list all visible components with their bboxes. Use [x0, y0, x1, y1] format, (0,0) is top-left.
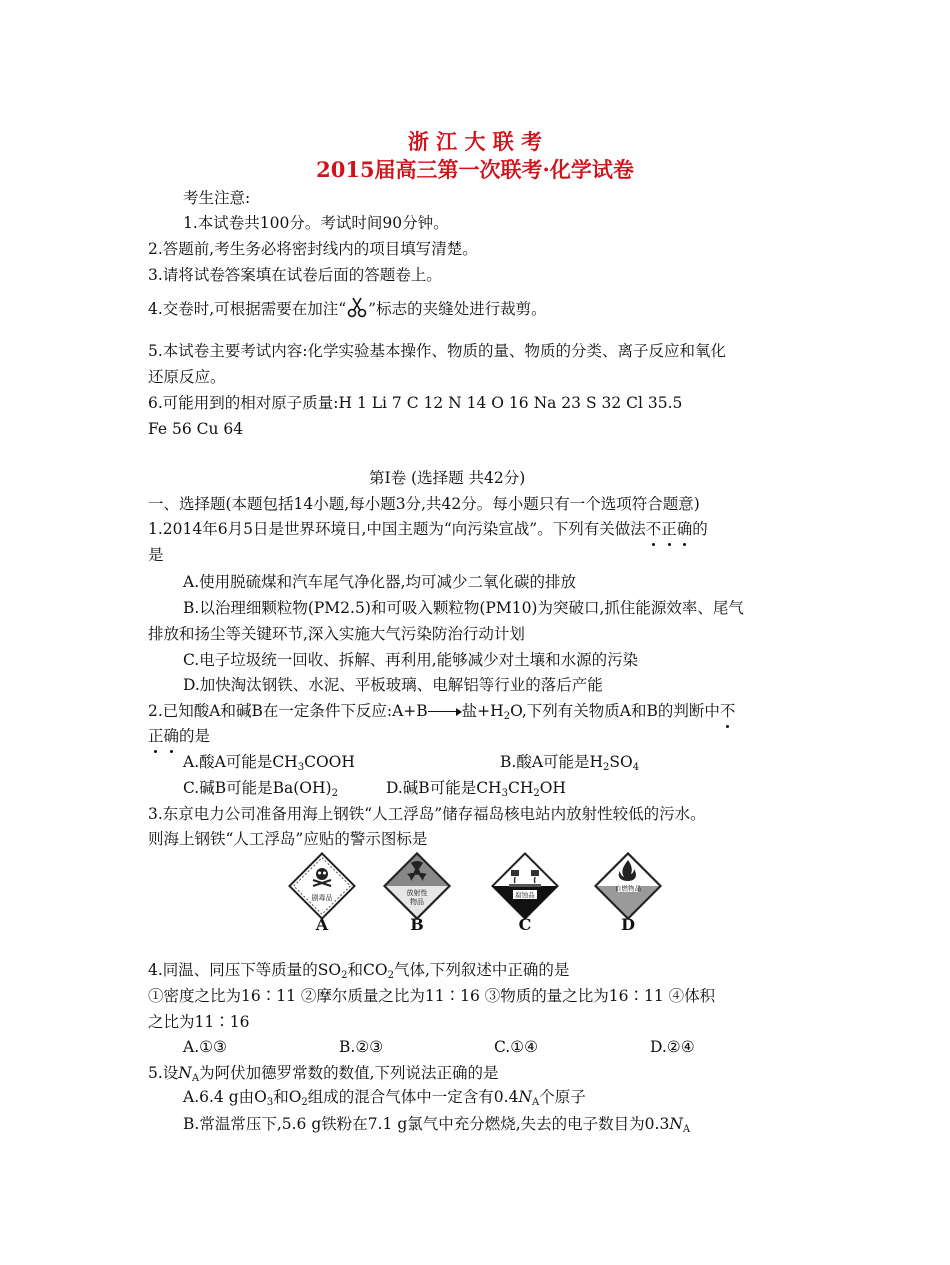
q2-stem-post: O,下列有关物质A和B的判断中	[510, 702, 720, 720]
q1-emph-3: 确	[676, 520, 693, 538]
q2-option-b-mid: SO	[609, 753, 633, 771]
q1-emph-2: 正	[661, 520, 677, 538]
q2-emph-3: 确	[163, 727, 180, 745]
q2-option-d-mid: CH	[507, 779, 534, 797]
q2-option-d-sub1: 3	[501, 788, 508, 799]
q5-option-b-na-sub: A	[682, 1124, 691, 1135]
q1-option-b-line1: B.以治理细颗粒物(PM2.5)和可吸入颗粒物(PM10)为突破口,抓住能源效率、尾气	[183, 599, 744, 617]
q2-emph-2: 正	[148, 727, 164, 745]
q2-option-b	[500, 752, 639, 772]
corrosive-sign-icon	[489, 850, 561, 922]
notice-item-5-line2: 还原反应。	[148, 368, 226, 386]
q5-stem-post: 为阿伏加德罗常数的数值,下列说法正确的是	[199, 1064, 499, 1082]
q5-stem	[148, 1063, 499, 1083]
q4-stem-sub2: 2	[387, 970, 394, 981]
q1-option-a: A.使用脱硫煤和汽车尾气净化器,均可减少二氧化碳的排放	[183, 573, 577, 591]
sign-b-letter: B	[410, 915, 424, 934]
q4-option-d: D.②④	[650, 1038, 695, 1056]
q2-option-c-text: C.碱B可能是Ba(OH)	[183, 779, 332, 797]
q1-emph-1: 不	[645, 520, 662, 538]
q2-stem-pre: 2.已知酸A和碱B在一定条件下反应:A+B	[148, 702, 428, 720]
q3-stem-line1: 3.东京电力公司准备用海上钢铁“人工浮岛”储存福岛核电站内放射性较低的污水。	[148, 805, 706, 823]
sign-d-label: 自燃物品	[615, 884, 641, 893]
q5-option-a-end: 个原子	[539, 1088, 586, 1106]
q1-option-d: D.加快淘汰钢铁、水泥、平板玻璃、电解铝等行业的落后产能	[183, 676, 603, 694]
q4-stem	[148, 960, 569, 980]
q5-stem-pre: 5.设	[148, 1064, 179, 1082]
q5-option-b	[183, 1114, 690, 1134]
q1-option-c: C.电子垃圾统一回收、拆解、再利用,能够减少对土壤和水源的污染	[183, 651, 639, 669]
notice-item-4-pre: 4.交卷时,可根据需要在加注“	[148, 300, 347, 318]
q5-option-a-mid: 和O	[273, 1088, 302, 1106]
q4-option-a: A.①③	[183, 1038, 227, 1056]
q5-option-a-sub2: 2	[301, 1097, 308, 1108]
sign-b-label1: 放射性	[406, 889, 428, 897]
q1-stem	[148, 519, 708, 539]
toxic-sign-icon	[286, 850, 358, 922]
q2-option-a-post: COOH	[304, 753, 355, 771]
q2-emph-1: 不	[719, 702, 736, 720]
q4-stem-line2: ①密度之比为16∶11 ②摩尔质量之比为11∶16 ③物质的量之比为16∶11 ④体积	[148, 987, 716, 1005]
q4-stem-sub1: 2	[341, 970, 348, 981]
q1-stem-pre: 1.2014年6月5日是世界环境日,中国主题为“向污染宣战”。下列有关做法	[148, 520, 646, 538]
notice-item-1: 1.本试卷共100分。考试时间90分钟。	[183, 214, 449, 232]
q3-stem-line2: 则海上钢铁“人工浮岛”应贴的警示图标是	[148, 830, 428, 848]
sign-c-letter: C	[518, 915, 532, 934]
q2-option-c-sub: 2	[331, 788, 338, 799]
q2-stem-sub: 2	[503, 711, 511, 722]
q5-option-b-pre: B.常温常压下,5.6 g铁粉在7.1 g氯气中充分燃烧,失去的电子数目为0.3	[183, 1115, 670, 1133]
q5-na-sub: A	[191, 1073, 200, 1084]
q5-option-a-na-sub: A	[532, 1097, 540, 1108]
q2-option-a	[183, 752, 355, 772]
q2-option-b-text: B.酸A可能是H	[500, 753, 604, 771]
q2-option-a-text: A.酸A可能是CH	[183, 753, 298, 771]
notice-item-4	[148, 296, 547, 319]
reaction-arrow-icon	[428, 707, 462, 717]
q4-stem-line3: 之比为11∶16	[148, 1013, 250, 1031]
q2-stem-line2-post: 的是	[179, 727, 211, 745]
exam-title: 浙 江 大 联 考	[407, 129, 543, 154]
q2-option-b-sub1: 2	[603, 762, 610, 773]
q2-option-d-post: OH	[539, 779, 566, 797]
q1-option-b-line2: 排放和扬尘等关键环节,深入实施大气污染防治行动计划	[148, 625, 525, 643]
q5-option-a	[183, 1087, 586, 1107]
notice-item-2: 2.答题前,考生务必将密封线内的项目填写清楚。	[148, 240, 478, 258]
notice-item-6-line2: Fe 56 Cu 64	[148, 420, 244, 438]
q5-na: N	[178, 1064, 192, 1082]
q2-option-c	[183, 778, 338, 798]
sign-c-label: 腐蚀品	[515, 891, 535, 899]
flammable-sign-icon	[592, 850, 664, 922]
q4-stem-mid: 和CO	[347, 961, 388, 979]
q2-option-d	[386, 778, 566, 798]
q2-option-d-text: D.碱B可能是CH	[386, 779, 502, 797]
section-heading: 第Ⅰ卷 (选择题 共42分)	[369, 469, 526, 487]
sign-d-letter: D	[621, 915, 635, 934]
sign-a-letter: A	[315, 915, 329, 934]
q4-option-c: C.①④	[494, 1038, 539, 1056]
q1-stem-line2: 是	[148, 546, 164, 564]
q2-option-b-sub2: 4	[632, 762, 640, 773]
q5-option-a-na: N	[518, 1088, 533, 1106]
q2-option-a-sub: 3	[297, 762, 305, 773]
sign-a-label: 剧毒品	[311, 894, 333, 902]
notice-heading: 考生注意:	[183, 189, 251, 207]
q5-option-a-pre: A.6.4 g由O	[183, 1088, 267, 1106]
q5-option-a-post: 组成的混合气体中一定含有0.4	[307, 1088, 519, 1106]
q2-stem	[148, 701, 735, 721]
q5-option-a-sub1: 3	[266, 1097, 274, 1108]
q5-option-b-na: N	[669, 1115, 683, 1133]
notice-item-5-line1: 5.本试卷主要考试内容:化学实验基本操作、物质的量、物质的分类、离子反应和氧化	[148, 342, 727, 360]
q4-stem-post: 气体,下列叙述中正确的是	[393, 961, 570, 979]
exam-subtitle: 2015届高三第一次联考·化学试卷	[316, 157, 634, 182]
notice-item-3: 3.请将试卷答案填在试卷后面的答题卷上。	[148, 266, 442, 284]
radioactive-sign-icon	[381, 850, 453, 922]
scissors-icon	[346, 296, 368, 318]
q4-option-b: B.②③	[339, 1038, 384, 1056]
q2-stem-line2	[148, 726, 210, 746]
section-intro: 一、选择题(本题包括14小题,每小题3分,共42分。每小题只有一个选项符合题意)	[148, 495, 700, 513]
q4-stem-pre: 4.同温、同压下等质量的SO	[148, 961, 342, 979]
q2-stem-mid: 盐+H	[461, 702, 504, 720]
q2-option-d-sub2: 2	[533, 788, 540, 799]
notice-item-4-post: ”标志的夹缝处进行裁剪。	[368, 300, 547, 318]
notice-item-6-line1: 6.可能用到的相对原子质量:H 1 Li 7 C 12 N 14 O 16 Na 23 S 32 Cl 35.5	[148, 394, 683, 412]
q1-stem-post: 的	[692, 520, 708, 538]
sign-b-label2: 物品	[410, 898, 424, 906]
